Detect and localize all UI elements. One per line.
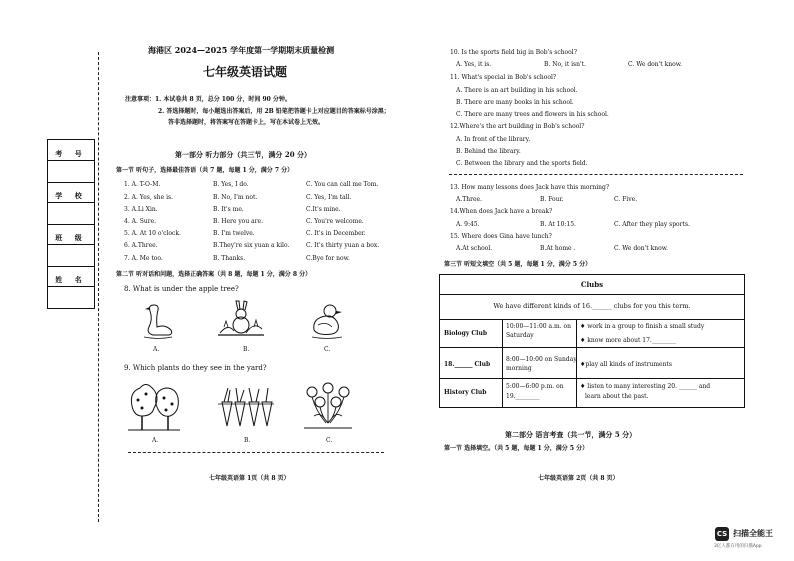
q10-b: B. No, it isn't. xyxy=(544,61,586,68)
q3-b: B. It's me. xyxy=(213,206,244,213)
q11-a: A. There is an art building in his school. xyxy=(456,87,578,94)
club-time-18-1: 8:00—10:00 on Sunday xyxy=(506,356,577,363)
part1-section3: 第三节 听短文填空（共 5 题，每题 1 分，满分 5 分） xyxy=(444,261,592,268)
q13-c: C. Five. xyxy=(614,196,638,203)
clubs-table xyxy=(439,274,745,408)
clubs-intro: We have different kinds of 16.______ clubs for you this term. xyxy=(493,302,691,310)
q3-c: C.It's mine. xyxy=(306,206,341,213)
q2-c: C. Yes, I'm tall. xyxy=(306,194,352,201)
club-name-history: History Club xyxy=(444,389,487,396)
q4-b: B. Here you are. xyxy=(213,218,264,225)
q8-option-c: C. xyxy=(324,346,331,353)
scanner-app-name: 扫描全能王 xyxy=(733,529,773,538)
q4-a: 4. A. Sure. xyxy=(124,218,157,225)
club-time-biology-2: Saturday xyxy=(506,332,534,339)
q2-b: B. No, I'm not. xyxy=(213,194,258,201)
q6-a: 6. A.Three. xyxy=(124,242,158,249)
q1-a: 1. A. T-O-M. xyxy=(124,181,161,188)
q11-question: 11. What's special in Bob's school? xyxy=(450,74,557,81)
page1-footer: 七年级英语第 1页（共 8 页） xyxy=(209,475,290,482)
q10-c: C. We don't know. xyxy=(628,61,683,68)
exam-line: 海港区 2024—2025 学年度第一学期期末质量检测 xyxy=(148,45,335,55)
notes-line-1: 注意事项：1. 本试卷共 8 页，总分 100 分，时间 90 分钟。 xyxy=(125,96,291,103)
q7-c: C.Bye for now. xyxy=(306,255,350,262)
q14-a: A. 9:45. xyxy=(456,221,480,228)
q8-option-b: B. xyxy=(243,346,250,353)
q6-b: B.They're six yuan a kilo. xyxy=(213,242,290,249)
club-activity-18: ♦play all kinds of instruments xyxy=(580,361,672,368)
info-label-school: 学 校 xyxy=(55,191,87,200)
q11-c: C. There are many trees and flowers in his school. xyxy=(456,111,609,118)
q6-c: C. It's thirty yuan a box. xyxy=(306,242,380,249)
page2-footer: 七年级英语第 2页（共 8 页） xyxy=(538,475,619,482)
q7-b: B. Thanks. xyxy=(213,255,246,262)
q13-question: 13. How many lessons does Jack have this morning? xyxy=(450,184,610,191)
page-title: 七年级英语试题 xyxy=(203,65,288,79)
q14-c: C. After they play sports. xyxy=(614,221,690,228)
q12-c: C. Between the library and the sports field. xyxy=(456,160,588,167)
q15-question: 15. Where does Gina have lunch? xyxy=(450,233,552,240)
q3-a: 3. A.Li Xin. xyxy=(124,206,158,213)
club-activity-biology-2: ♦ know more about 17.________ xyxy=(580,337,676,344)
q15-a: A.At school. xyxy=(456,245,493,252)
duck-image xyxy=(310,301,344,341)
part2-heading: 第二部分 语言考查（共一节，满分 5 分） xyxy=(505,430,637,439)
q1-b: B. Yes, I do. xyxy=(213,181,249,188)
q10-question: 10. Is the sports field big in Bob's school? xyxy=(450,49,577,56)
q5-c: C. It's in December. xyxy=(306,230,366,237)
swan-image xyxy=(142,299,174,341)
club-time-history-1: 5:00—6:00 p.m. on xyxy=(506,383,564,390)
q14-b: B. At 10:15. xyxy=(540,221,576,228)
carrots-image xyxy=(218,384,274,430)
flowers-image xyxy=(300,380,356,432)
q10-a: A. Yes, it is. xyxy=(456,61,492,68)
q15-c: C. We don't know. xyxy=(614,245,669,252)
clubs-title: Clubs xyxy=(580,280,604,289)
q2-a: 2. A. Yes, she is. xyxy=(124,194,173,201)
q13-a: A.Three. xyxy=(456,196,482,203)
part2-section1: 第一节 选择填空。（共 5 题，每题 1 分，满分 5 分） xyxy=(444,445,589,452)
student-info-box xyxy=(47,139,95,309)
binding-line xyxy=(98,52,99,522)
club-activity-biology-1: ♦ work in a group to finish a small study xyxy=(580,323,705,330)
club-activity-history-1: ♦ listen to many interesting 20. ______ and xyxy=(580,383,711,390)
info-label-exam-number: 考 号 xyxy=(55,149,87,158)
q12-question: 12.Where's the art building in Bob's school? xyxy=(450,123,585,130)
trees-image xyxy=(128,380,180,432)
q14-question: 14.When does Jack have a break? xyxy=(450,208,553,215)
scanner-tagline: 3亿人都在用的扫描App xyxy=(714,544,762,549)
q12-b: B. Behind the library. xyxy=(456,148,521,155)
q4-c: C. You're welcome. xyxy=(306,218,364,225)
club-activity-history-2: learn about the past. xyxy=(585,393,649,400)
part1-heading: 第一部分 听力部分（共三节，满分 20 分） xyxy=(175,150,312,159)
notes-line-3: 答非选择题时，将答案写在答题卡上，写在本试卷上无效。 xyxy=(168,119,325,126)
q1-c: C. You can call me Tom. xyxy=(306,181,379,188)
q8-option-a: A. xyxy=(153,346,160,353)
club-name-biology: Biology Club xyxy=(444,330,488,337)
info-label-class: 班 级 xyxy=(55,233,87,242)
info-label-name: 姓 名 xyxy=(55,275,87,284)
notes-line-2: 2. 答选择题时，每小题选出答案后，用 2B 铅笔把答题卡上对应题目的答案标号涂黑； xyxy=(158,108,390,115)
q9-option-c: C. xyxy=(326,437,333,444)
rabbits-image xyxy=(216,299,266,341)
club-name-18: 18.______ Club xyxy=(444,361,491,368)
q15-b: B.At home . xyxy=(540,245,576,252)
q5-b: B. I'm twelve. xyxy=(213,230,255,237)
q9-option-a: A. xyxy=(152,437,159,444)
q8-question: 8. What is under the apple tree? xyxy=(124,285,239,293)
scanner-logo-icon: CS xyxy=(715,527,729,541)
part1-section1: 第一节 听句子，选择最佳答语（共 7 题，每题 1 分，满分 7 分） xyxy=(116,167,294,174)
q9-option-b: B. xyxy=(244,437,251,444)
q5-a: 5. A. At 10 o'clock. xyxy=(124,230,181,237)
q11-b: B. There are many books in his school. xyxy=(456,99,574,106)
part1-section2: 第二节 听对话和问题，选择正确答案（共 8 题，每题 1 分，满分 8 分） xyxy=(116,271,312,278)
club-time-18-2: morning xyxy=(506,365,532,372)
club-time-history-2: 19.________ xyxy=(506,393,540,400)
right-top-divider xyxy=(449,174,743,175)
q7-a: 7. A. Me too. xyxy=(124,255,163,262)
q12-a: A. In front of the library. xyxy=(456,136,531,143)
q13-b: B. Four. xyxy=(540,196,564,203)
q9-question: 9. Which plants do they see in the yard? xyxy=(124,364,267,372)
club-time-biology-1: 10:00—11:00 a.m. on xyxy=(506,323,571,330)
page1-bottom-divider xyxy=(128,452,384,453)
